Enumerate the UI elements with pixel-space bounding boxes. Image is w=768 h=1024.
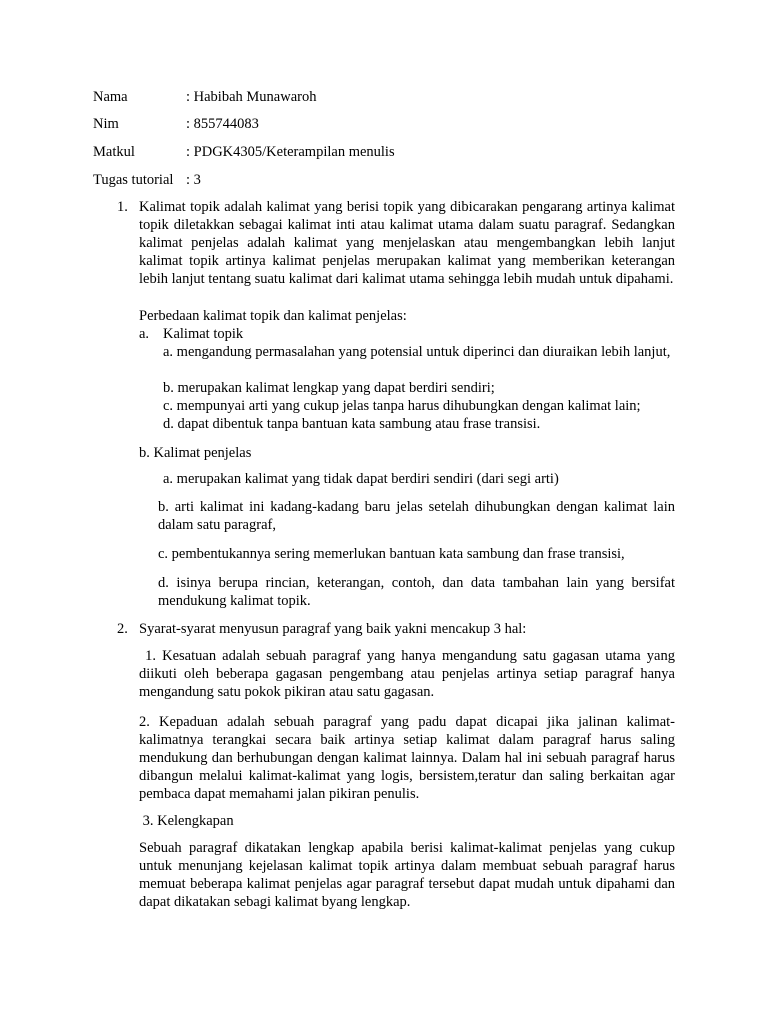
nama-value: : Habibah Munawaroh [186,89,317,105]
q2-kesatuan: 1. Kesatuan adalah sebuah paragraf yang hanya mengandung satu gagasan utama yang diikuti oleh beberapa gagasan pengembang atau penjelas artinya setiap paragraf hanya mengandung satu pokok pikiran atau satu gagasan. [139,648,679,700]
q2-kelengkapan: Sebuah paragraf dikatakan lengkap apabila berisi kalimat-kalimat penjelas yang cukup untuk menunjang kejelasan kalimat topik artinya dalam membuat sebuah paragraf harus memuat beberapa kalimat penjelas agar paragraf tersebut dapat mudah untuk dipahami dan dapat dikatakan sebagi kalimat byang lengkap. [139,840,675,910]
q1-number: 1. [117,199,128,215]
tugas-value: : 3 [186,172,201,188]
nama-label: Nama [93,89,128,105]
q1-paragraph: Kalimat topik adalah kalimat yang berisi topik yang dibicarakan pengarang artinya kalimat topik diletakkan sebagai kalimat inti atau kalimat utama dalam suatu paragraf. Sedangkan kalimat penjelas adalah kalimat yang menjelaskan atau mengembangkan lebih lanjut kalimat topik artinya kalimat penjelas merupakan kalimat yang memberikan keterangan lebih lanjut tentang suatu kalimat dari kalimat utama sehingga lebih mudah untuk dipahami. [139,199,675,287]
q1-b-item-d: d. isinya berupa rincian, keterangan, contoh, dan data tambahan lain yang bersifat mendukung kalimat topik. [158,575,675,609]
q1-a-marker: a. [139,326,150,342]
q1-a-item-c: c. mempunyai arti yang cukup jelas tanpa harus dihubungkan dengan kalimat lain; [163,398,641,414]
q1-a-item-d: d. dapat dibentuk tanpa bantuan kata sambung atau frase transisi. [163,416,541,432]
q1-b-title: b. Kalimat penjelas [139,445,252,461]
q2-kelengkapan-title: 3. Kelengkapan [139,813,234,829]
matkul-value: : PDGK4305/Keterampilan menulis [186,144,395,160]
q1-a-item-b: b. merupakan kalimat lengkap yang dapat berdiri sendiri; [163,380,495,396]
matkul-label: Matkul [93,144,135,160]
nim-label: Nim [93,116,119,132]
q1-a-item-a: a. mengandung permasalahan yang potensial untuk diperinci dan diuraikan lebih lanjut, [163,344,671,360]
q1-b-item-b: b. arti kalimat ini kadang-kadang baru jelas setelah dihubungkan dengan kalimat lain dalam satu paragraf, [158,499,675,533]
q1-b-item-a: a. merupakan kalimat yang tidak dapat berdiri sendiri (dari segi arti) [163,471,559,487]
q1-a-title: Kalimat topik [163,326,244,342]
q1-intro: Perbedaan kalimat topik dan kalimat penjelas: [139,308,407,324]
nim-value: : 855744083 [186,116,259,132]
q2-intro: Syarat-syarat menyusun paragraf yang baik yakni mencakup 3 hal: [139,621,527,637]
q2-number: 2. [117,621,128,637]
q1-b-item-c: c. pembentukannya sering memerlukan bantuan kata sambung dan frase transisi, [158,546,625,562]
q2-kepaduan: 2. Kepaduan adalah sebuah paragraf yang padu dapat dicapai jika jalinan kalimat-kalimatnya terangkai secara baik artinya setiap kalimat dalam paragraf harus saling mendukung dan berhubungan dengan kalimat lainnya. Dalam hal ini sebuah paragraf harus dibangun melalui kalimat-kalimat yang logis, bersistem,teratur dan saling berkaitan agar pembaca dapat memahami jalan pikiran penulis. [139,714,675,802]
tugas-label: Tugas tutorial [93,172,174,188]
